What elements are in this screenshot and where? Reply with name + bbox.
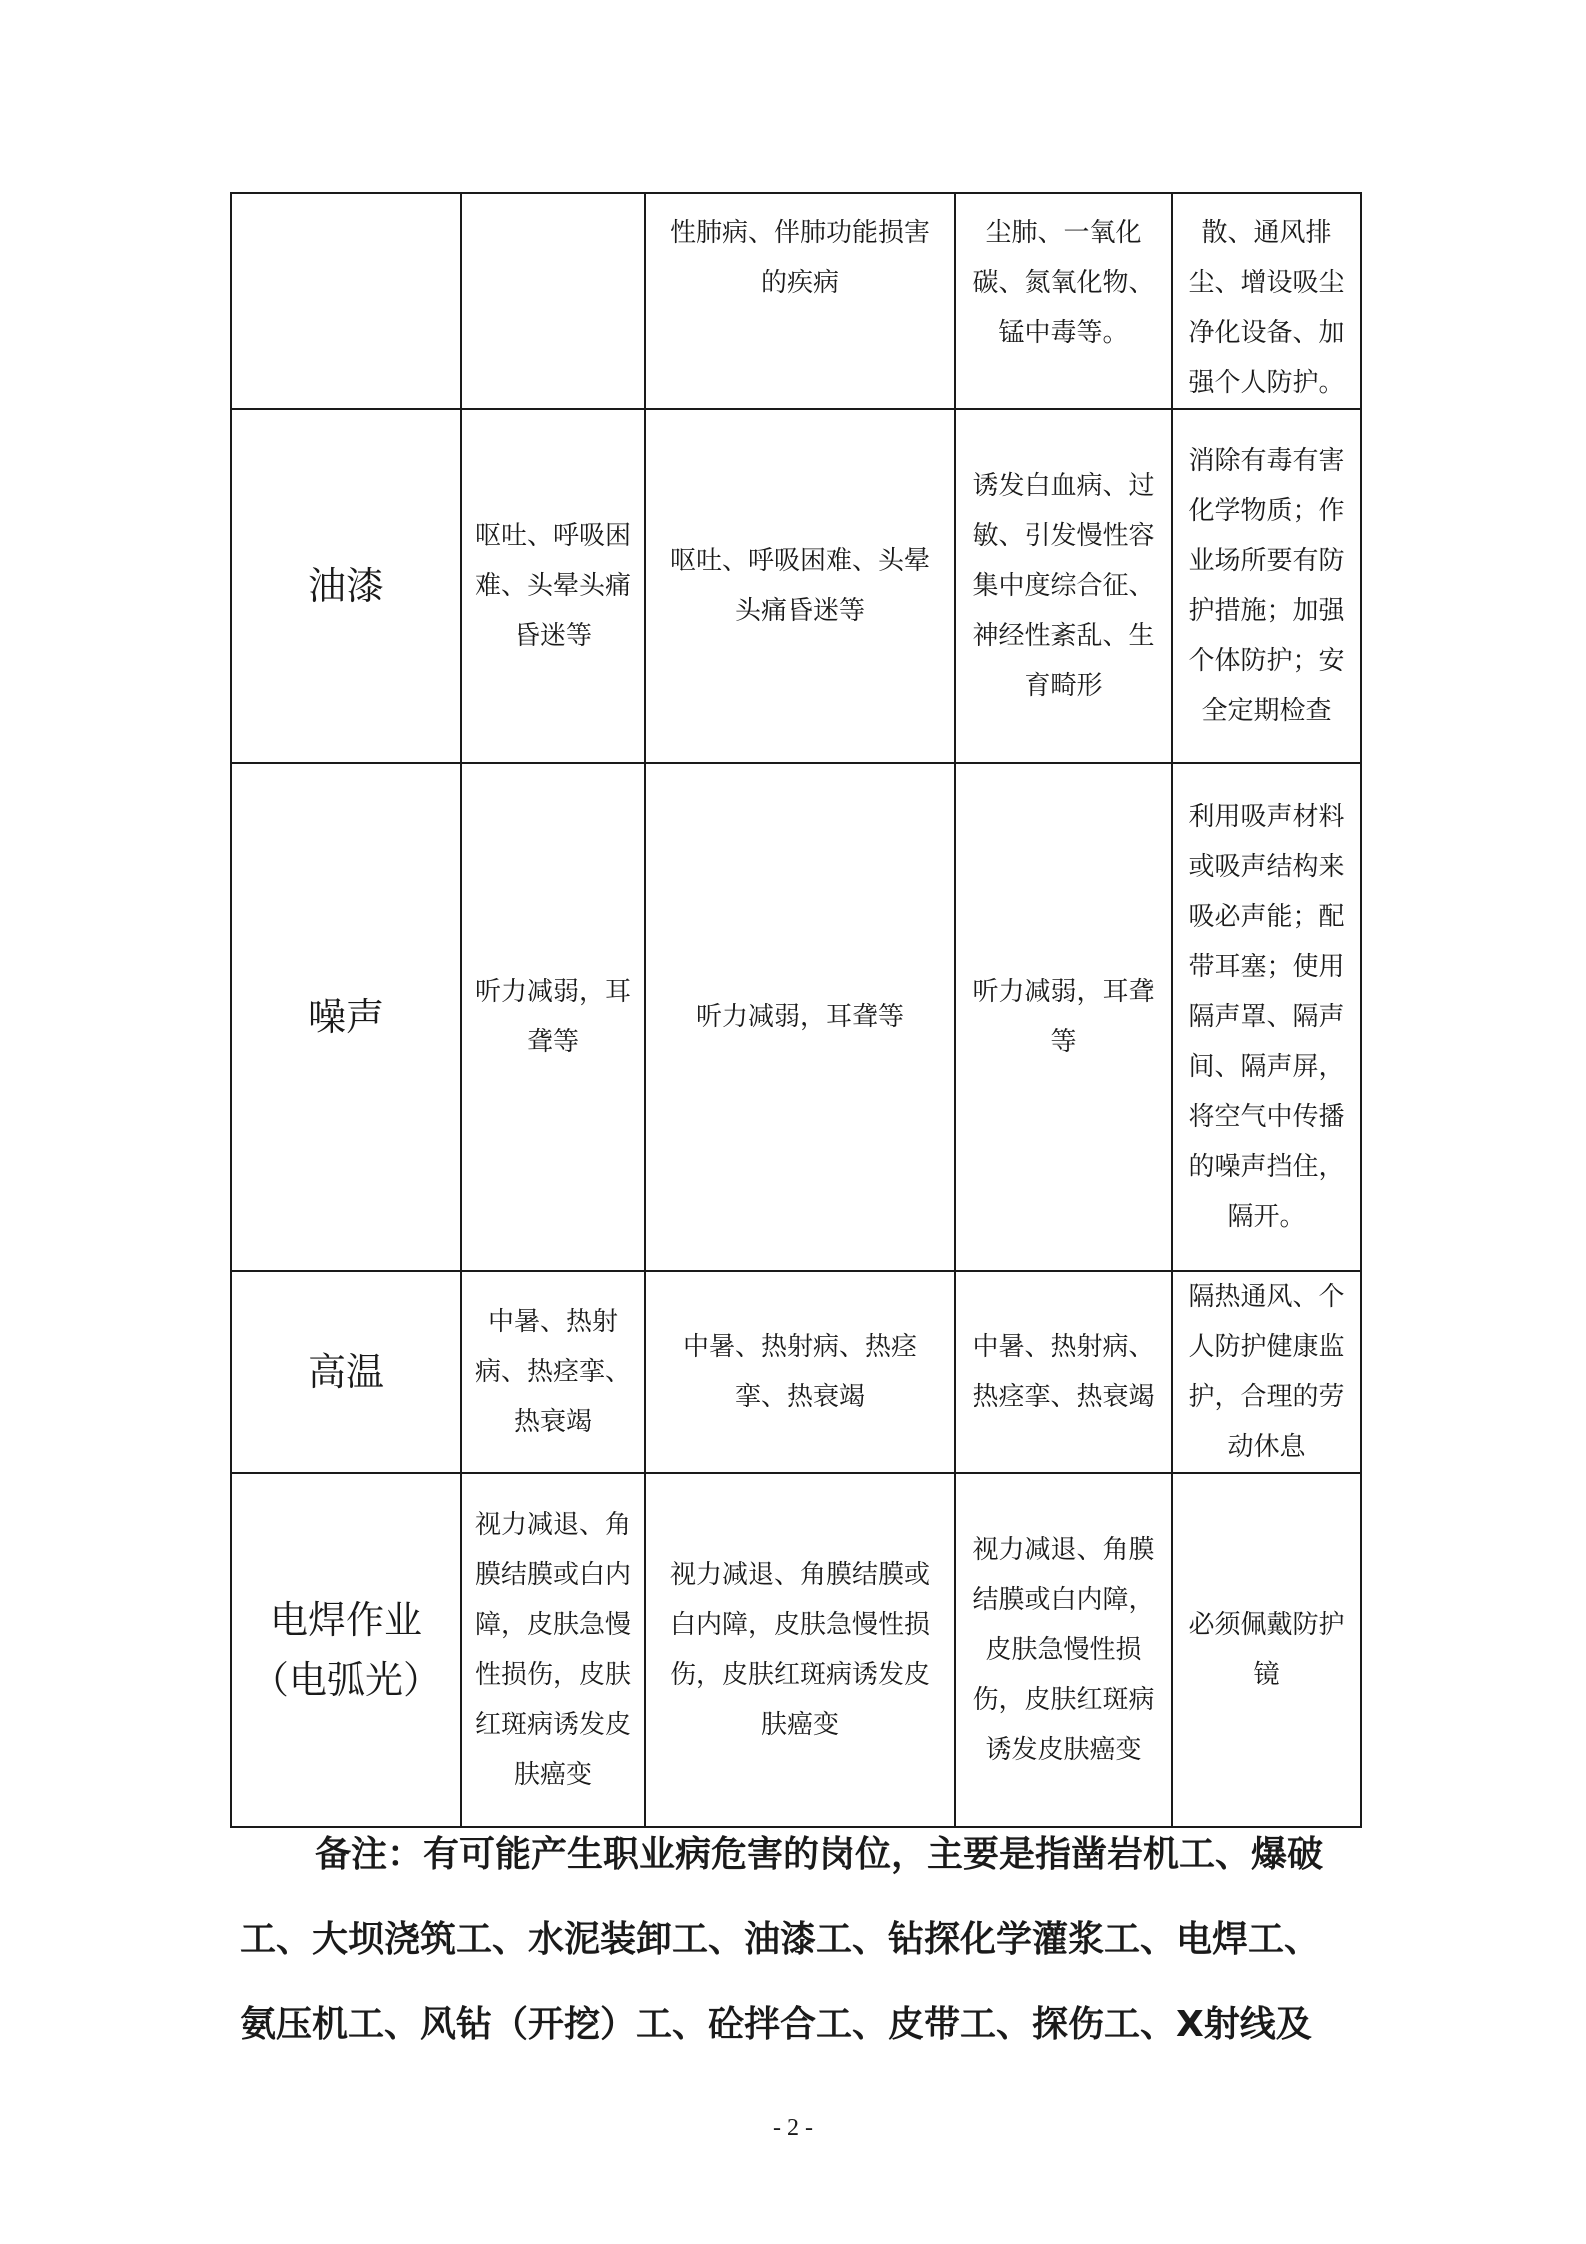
disease-cell: 呕吐、呼吸困难、头晕头痛昏迷等 bbox=[645, 409, 955, 763]
note-line: 工、大坝浇筑工、水泥装卸工、油漆工、钻探化学灌浆工、电焊工、 bbox=[240, 1919, 1321, 1960]
consequence-cell: 听力减弱，耳聋等 bbox=[955, 763, 1172, 1271]
effect-cell: 视力减退、角膜结膜或白内障，皮肤急慢性损伤，皮肤红斑病诱发皮肤癌变 bbox=[461, 1473, 645, 1827]
hazard-name-cell: 电焊作业（电弧光） bbox=[231, 1473, 461, 1827]
hazard-name-cell: 高温 bbox=[231, 1271, 461, 1473]
disease-cell: 听力减弱，耳聋等 bbox=[645, 763, 955, 1271]
disease-cell: 视力减退、角膜结膜或白内障，皮肤急慢性损伤，皮肤红斑病诱发皮肤癌变 bbox=[645, 1473, 955, 1827]
table-row bbox=[231, 193, 1361, 409]
hazard-table bbox=[230, 192, 1362, 1828]
measure-cell: 隔热通风、个人防护健康监护，合理的劳动休息 bbox=[1172, 1271, 1361, 1473]
measure-cell: 必须佩戴防护镜 bbox=[1172, 1473, 1361, 1827]
disease-cell: 性肺病、伴肺功能损害的疾病 bbox=[645, 193, 955, 409]
note-line: 氨压机工、风钻（开挖）工、砼拌合工、皮带工、探伤工、X射线及 bbox=[240, 2004, 1312, 2045]
table-row bbox=[231, 763, 1361, 1271]
effect-cell bbox=[461, 193, 645, 409]
hazard-name-cell: 噪声 bbox=[231, 763, 461, 1271]
consequence-cell: 尘肺、一氧化碳、氮氧化物、锰中毒等。 bbox=[955, 193, 1172, 409]
effect-cell: 呕吐、呼吸困难、头晕头痛昏迷等 bbox=[461, 409, 645, 763]
measure-cell: 消除有毒有害化学物质；作业场所要有防护措施；加强个体防护；安全定期检查 bbox=[1172, 409, 1361, 763]
table-row bbox=[231, 409, 1361, 763]
measure-cell: 散、通风排尘、增设吸尘净化设备、加强个人防护。 bbox=[1172, 193, 1361, 409]
measure-cell: 利用吸声材料或吸声结构来吸必声能；配带耳塞；使用隔声罩、隔声间、隔声屏，将空气中传播的噪声挡住，隔开。 bbox=[1172, 763, 1361, 1271]
consequence-cell: 中暑、热射病、热痉挛、热衰竭 bbox=[955, 1271, 1172, 1473]
effect-cell: 听力减弱，耳聋等 bbox=[461, 763, 645, 1271]
table-row bbox=[231, 1271, 1361, 1473]
page-number: - 2 - bbox=[773, 2115, 813, 2141]
disease-cell: 中暑、热射病、热痉挛、热衰竭 bbox=[645, 1271, 955, 1473]
consequence-cell: 视力减退、角膜结膜或白内障，皮肤急慢性损伤，皮肤红斑病诱发皮肤癌变 bbox=[955, 1473, 1172, 1827]
note-line: 备注：有可能产生职业病危害的岗位，主要是指凿岩机工、爆破 bbox=[315, 1834, 1324, 1875]
table-row bbox=[231, 1473, 1361, 1827]
hazard-name-cell: 油漆 bbox=[231, 409, 461, 763]
consequence-cell: 诱发白血病、过敏、引发慢性容集中度综合征、神经性紊乱、生育畸形 bbox=[955, 409, 1172, 763]
hazard-name-cell bbox=[231, 193, 461, 409]
effect-cell: 中暑、热射病、热痉挛、热衰竭 bbox=[461, 1271, 645, 1473]
